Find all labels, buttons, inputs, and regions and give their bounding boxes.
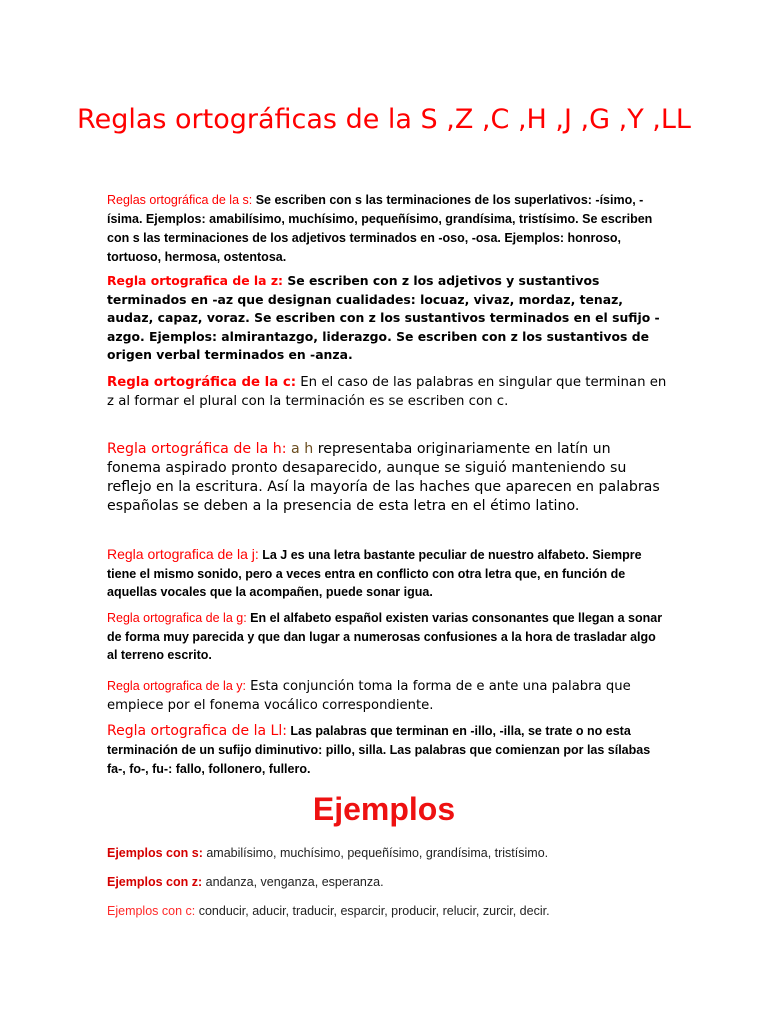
example-z — [107, 873, 707, 891]
rule-j-text: La J es una letra bastante peculiar de nuestro alfabeto. Siempre tiene el mismo sonido, pero a veces entra en conflicto con otra letra que, en función de aquellas vocales que la acompañen, puede sonar igua. — [107, 548, 642, 599]
example-z-text: andanza, venganza, esperanza. — [202, 875, 384, 889]
rule-z-paragraph — [107, 272, 667, 365]
rule-h-highlight-h: h — [304, 441, 314, 457]
example-s-text: amabilísimo, muchísimo, pequeñísimo, grandísima, tristísimo. — [202, 846, 549, 860]
rule-c-paragraph — [107, 374, 667, 411]
rule-s-label: Reglas ortográfica de la s: — [107, 193, 253, 207]
rule-g-text: En el alfabeto español existen varias consonantes que llegan a sonar de forma muy parecida y que dan lugar a numerosas confusiones a la hora de trasladar algo al terreno escrito. — [107, 611, 663, 662]
rule-h-label: Regla ortográfica de la h: — [107, 441, 287, 457]
rule-h-highlight-a: a — [291, 441, 300, 457]
example-c-text: conducir, aducir, traducir, esparcir, producir, relucir, zurcir, decir. — [195, 904, 550, 918]
rule-j-label: Regla ortografica de la j: — [107, 546, 259, 562]
rule-c-text: En el caso de las palabras en singular que terminan en z al formar el plural con la terminación es se escriben con c. — [107, 375, 667, 409]
rule-c-label: Regla ortográfica de la c: — [107, 375, 297, 390]
document-title: Reglas ortográficas de la S ,Z ,C ,H ,J ,G ,Y ,LL — [77, 104, 691, 135]
examples-heading: Ejemplos — [312, 791, 456, 827]
rule-ll-label: Regla ortografica de la Ll: — [107, 723, 287, 739]
rule-h-paragraph — [107, 440, 667, 516]
rule-g-label: Regla ortografica de la g: — [107, 611, 247, 625]
rule-y-paragraph — [107, 677, 667, 715]
rule-g-paragraph — [107, 609, 667, 665]
example-c-label: Ejemplos con c: — [107, 904, 196, 918]
example-s-label: Ejemplos con s: — [107, 846, 203, 860]
rule-s-text: Se escriben con s las terminaciones de los superlativos: -ísimo, - ísima. Ejemplos: amabilísimo, muchísimo, pequeñísimo, grandísima, tristísimo. Se escriben con s las terminaciones de los adjetivos terminados en -oso, -osa. Ejemplos: honroso, tortuoso, hermosa, ostentosa. — [107, 193, 653, 264]
rule-y-text: Esta conjunción toma la forma de e ante una palabra que empiece por el fonema vocálico correspondiente. — [107, 679, 631, 713]
rule-z-label: Regla ortografica de la z: — [107, 273, 284, 288]
rule-y-label: Regla ortografica de la y: — [107, 679, 246, 693]
rule-z-text: Se escriben con z los adjetivos y sustantivos terminados en -az que designan cualidades: locuaz, vivaz, mordaz, tenaz, audaz, capaz, voraz. Se escriben con z los sustantivos terminados en el sufijo -azgo. Ejemplos: almirantazgo, liderazgo. Se escriben con z los sustantivos de origen verbal terminados en -anza. — [107, 273, 660, 362]
example-s — [107, 844, 707, 862]
rule-ll-paragraph — [107, 722, 667, 779]
example-z-label: Ejemplos con z: — [107, 875, 203, 889]
rule-j-paragraph — [107, 545, 667, 602]
rule-s-paragraph — [107, 191, 667, 267]
rule-h-text: representaba originariamente en latín un fonema aspirado pronto desaparecido, aunque se siguió manteniendo su reflejo en la escritura. Así la mayoría de las haches que aparecen en palabras españolas se deben a la presencia de esta letra en el étimo latino. — [107, 441, 660, 514]
example-c — [107, 902, 707, 920]
rule-ll-text: Las palabras que terminan en -illo, -illa, se trate o no esta terminación de un sufijo diminutivo: pillo, silla. Las palabras que comienzan por las sílabas fa-, fo-, fu-: fallo, follonero, fullero. — [107, 724, 651, 776]
